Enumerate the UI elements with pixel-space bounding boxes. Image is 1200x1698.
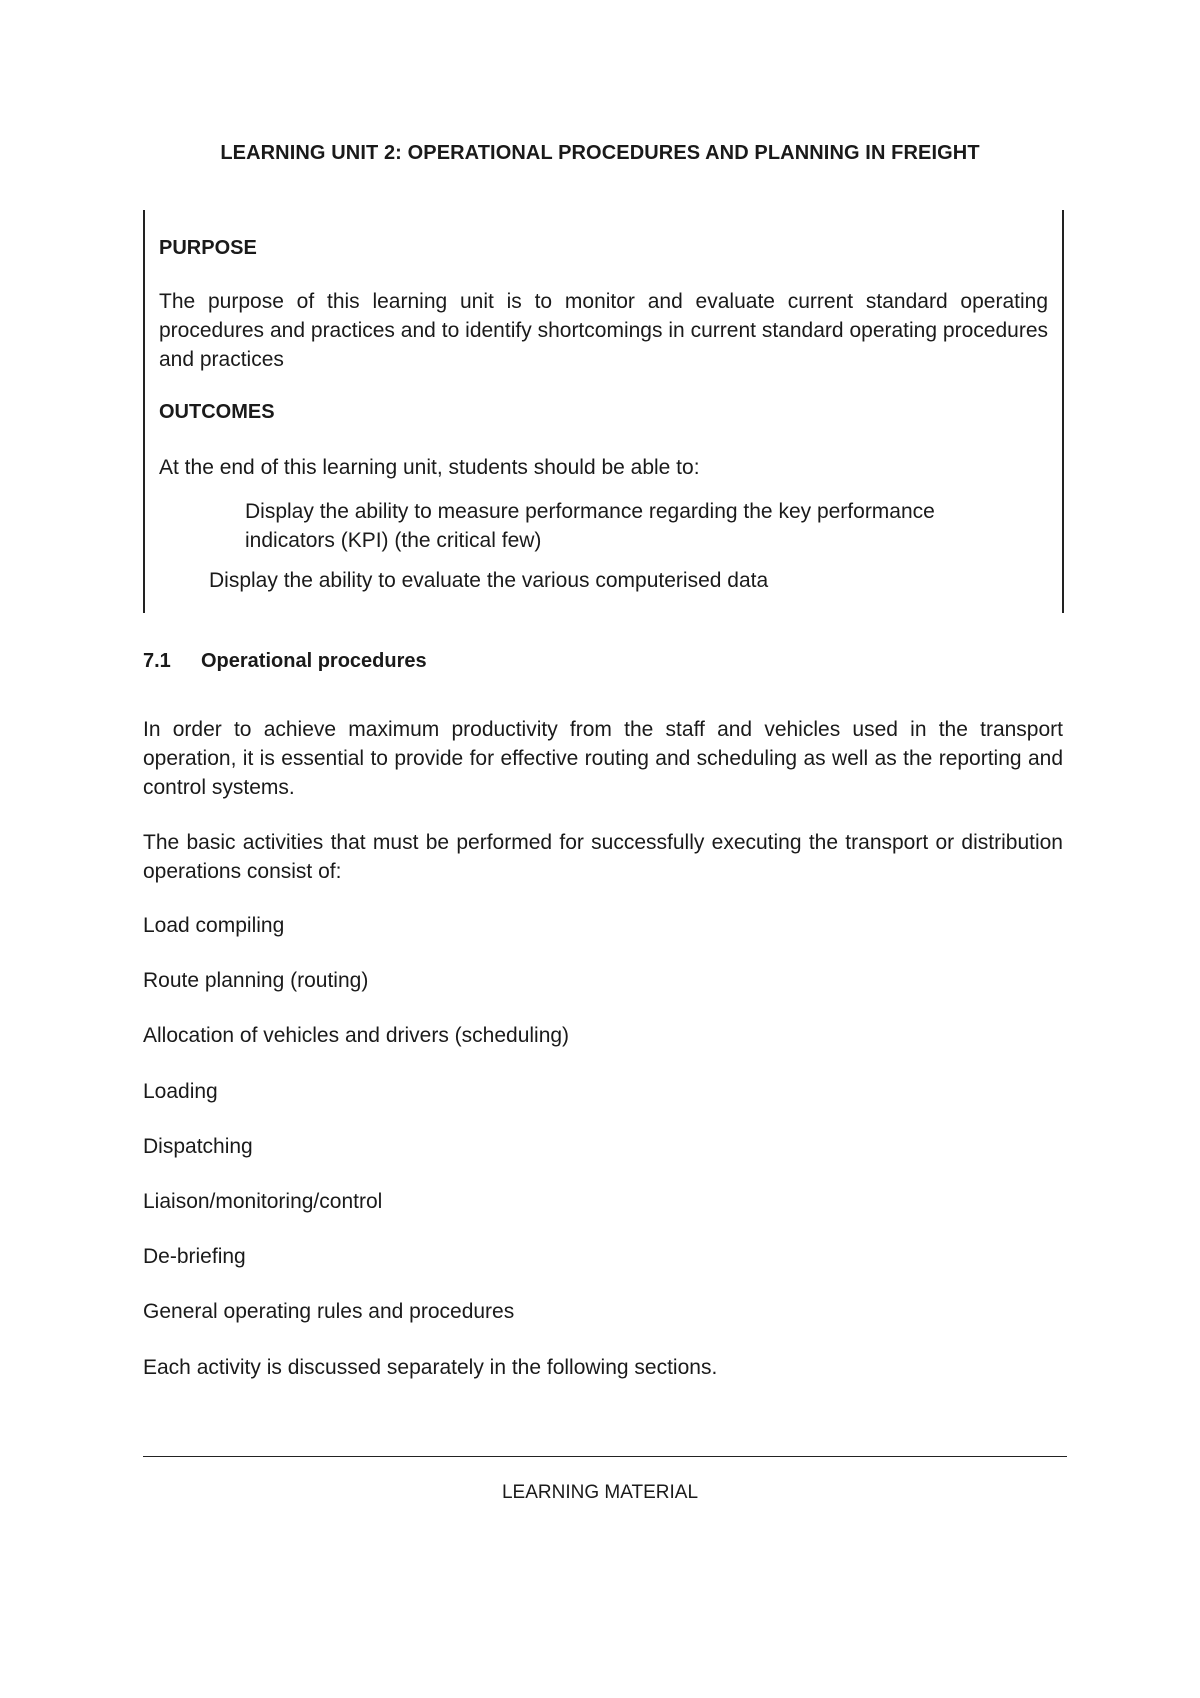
activity-item: De-briefing (143, 1245, 246, 1268)
purpose-text: The purpose of this learning unit is to monitor and evaluate current standard operating procedures and practices and to identify shortcomings in current standard operating procedures and practices (159, 290, 1048, 371)
footer-divider (143, 1456, 1067, 1457)
outcome-item: Display the ability to measure performance regarding the key performance indicators (KPI) (the critical few) (245, 500, 935, 552)
activity-item: General operating rules and procedures (143, 1300, 515, 1323)
purpose-heading: PURPOSE (159, 237, 257, 259)
section-heading (143, 650, 427, 673)
closing-sentence: Each activity is discussed separately in the following sections. (143, 1356, 718, 1379)
paragraph: In order to achieve maximum productivity from the staff and vehicles used in the transport operation, it is essential to provide for effective routing and scheduling as well as the reporting and control systems. (143, 718, 1063, 799)
paragraph: The basic activities that must be performed for successfully executing the transport or distribution operations consist of: (143, 831, 1063, 883)
outcomes-heading: OUTCOMES (159, 401, 275, 423)
activity-item: Load compiling (143, 914, 285, 937)
activity-item: Liaison/monitoring/control (143, 1190, 383, 1213)
page-title: LEARNING UNIT 2: OPERATIONAL PROCEDURES AND PLANNING IN FREIGHT (220, 142, 980, 164)
outcomes-intro: At the end of this learning unit, students should be able to: (159, 456, 700, 479)
purpose-outcomes-box (143, 210, 1064, 613)
section-number: 7.1 (143, 650, 171, 672)
activity-item: Route planning (routing) (143, 969, 369, 992)
section-title: Operational procedures (201, 650, 427, 672)
activity-item: Dispatching (143, 1135, 253, 1158)
activity-item: Allocation of vehicles and drivers (scheduling) (143, 1024, 570, 1047)
outcome-item: Display the ability to evaluate the various computerised data (209, 569, 769, 592)
activity-item: Loading (143, 1080, 218, 1103)
footer-label: LEARNING MATERIAL (501, 1482, 699, 1503)
